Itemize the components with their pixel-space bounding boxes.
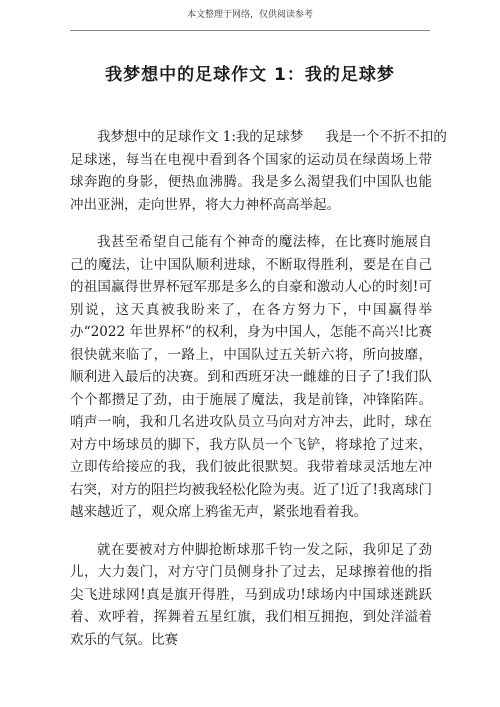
- page-header: [70, 0, 430, 31]
- paragraph: 我甚至希望自己能有个神奇的魔法棒，在比赛时施展自己的魔法，让中国队顺利进球，不断取得胜利，要是在自己的祖国赢得世界杯冠军那是多么的自豪和激动人心的时刻!可别说，这天真被我盼来了，在各方努力下，中国赢得举办“2022 年世界杯”的权利，身为中国人，怎能不高兴!比赛很快就来临了，一路上，中国队过五关斩六将，所向披靡，顺利进入最后的决赛。到和西班牙决一雌雄的日子了!我们队个个都攒足了劲，由于施展了魔法，我是前锋，冲锋陷阵。哨声一响，我和几名进攻队员立马向对方冲去，此时，球在对方中场球员的脚下，我方队员一个飞铲，将球抢了过来，立即传给接应的我，我们彼此很默契。我带着球灵活地左冲右突，对方的阻拦均被我轻松化险为夷。近了!近了!我离球门越来越近了，观众席上鸦雀无声，紧张地看着我。: [70, 234, 432, 520]
- document-title: 我梦想中的足球作文 1：我的足球梦: [105, 65, 395, 85]
- paragraph: 足球迷，每当在电视中看到各个国家的运动员在绿茵场上带球奔跑的身影，便热血沸腾。我是多么渴望我们中国队也能冲出亚洲，走向世界，将大力神杯高高举起。: [70, 151, 432, 213]
- intro-start: 我是一个不折不扣的: [325, 129, 447, 145]
- intro-line: [70, 126, 447, 149]
- intro-title: 我梦想中的足球作文 1:我的足球梦: [97, 129, 304, 145]
- document-body: [70, 126, 447, 666]
- paragraph: 就在要被对方仲脚抢断球那千钧一发之际，我卯足了劲儿，大力轰门，对方守门员侧身扑了过去，足球擦着他的指尖飞进球网!真是旗开得胜，马到成功!球场内中国球迷跳跃着、欢呼着，挥舞着五星红旗，我们相互拥抱，到处洋溢着欢乐的气氛。比赛: [70, 541, 432, 648]
- header-note: 本文整理于网络，仅供阅读参考: [186, 10, 313, 20]
